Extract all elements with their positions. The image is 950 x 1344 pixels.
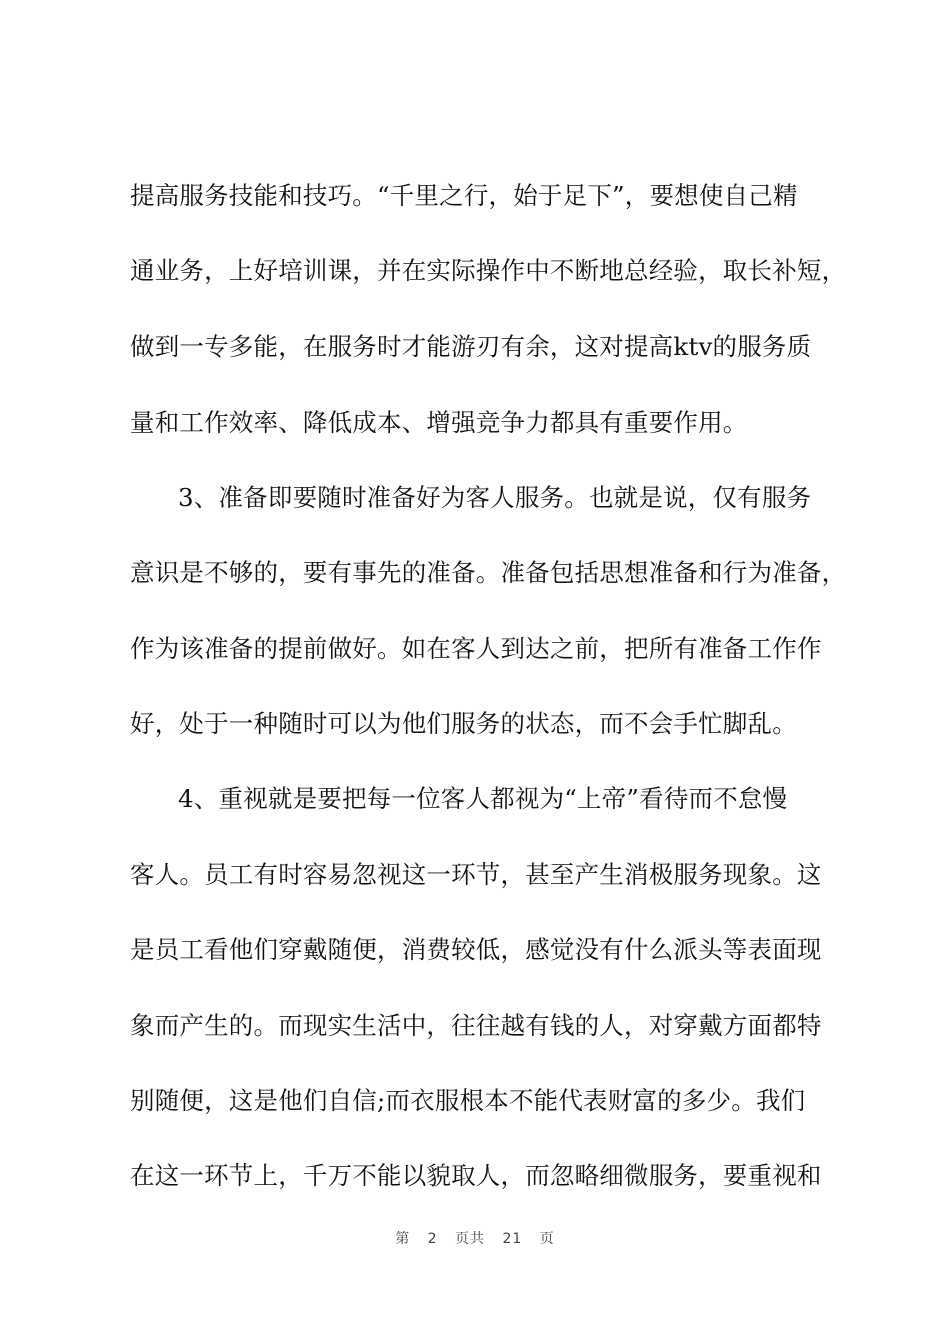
footer-current-page: 2 <box>427 1231 438 1247</box>
page-footer <box>0 1228 950 1248</box>
text-line-10: 客人。员工有时容易忽视这一环节，甚至产生消极服务现象。这 <box>130 860 822 889</box>
footer-middle: 页共 <box>455 1231 486 1247</box>
footer-suffix: 页 <box>539 1231 555 1247</box>
text-line-12: 象而产生的。而现实生活中，往往越有钱的人，对穿戴方面都特 <box>130 1011 822 1040</box>
text-line-7: 作为该准备的提前做好。如在客人到达之前，把所有准备工作作 <box>130 634 822 663</box>
text-line-2: 通业务，上好培训课，并在实际操作中不断地总经验，取长补短， <box>130 256 847 285</box>
text-line-3: 做到一专多能，在服务时才能游刃有余，这对提高ktv的服务质 <box>130 332 812 361</box>
text-line-9: 4、重视就是要把每一位客人都视为“上帝”看待而不怠慢 <box>178 784 788 813</box>
text-line-5: 3、准备即要随时准备好为客人服务。也就是说，仅有服务 <box>178 483 812 512</box>
text-line-11: 是员工看他们穿戴随便，消费较低，感觉没有什么派头等表面现 <box>130 935 822 964</box>
text-line-1: 提高服务技能和技巧。“千里之行，始于足下”，要想使自己精 <box>130 181 798 210</box>
text-line-8: 好，处于一种随时可以为他们服务的状态，而不会手忙脚乱。 <box>130 709 797 738</box>
footer-prefix: 第 <box>395 1231 411 1247</box>
text-line-14: 在这一环节上，千万不能以貌取人，而忽略细微服务，要重视和 <box>130 1161 822 1190</box>
footer-total-pages: 21 <box>502 1231 523 1247</box>
text-line-4: 量和工作效率、降低成本、增强竞争力都具有重要作用。 <box>130 408 748 437</box>
text-line-13: 别随便，这是他们自信;而衣服根本不能代表财富的多少。我们 <box>130 1086 806 1115</box>
text-line-6: 意识是不够的，要有事先的准备。准备包括思想准备和行为准备， <box>130 558 847 587</box>
